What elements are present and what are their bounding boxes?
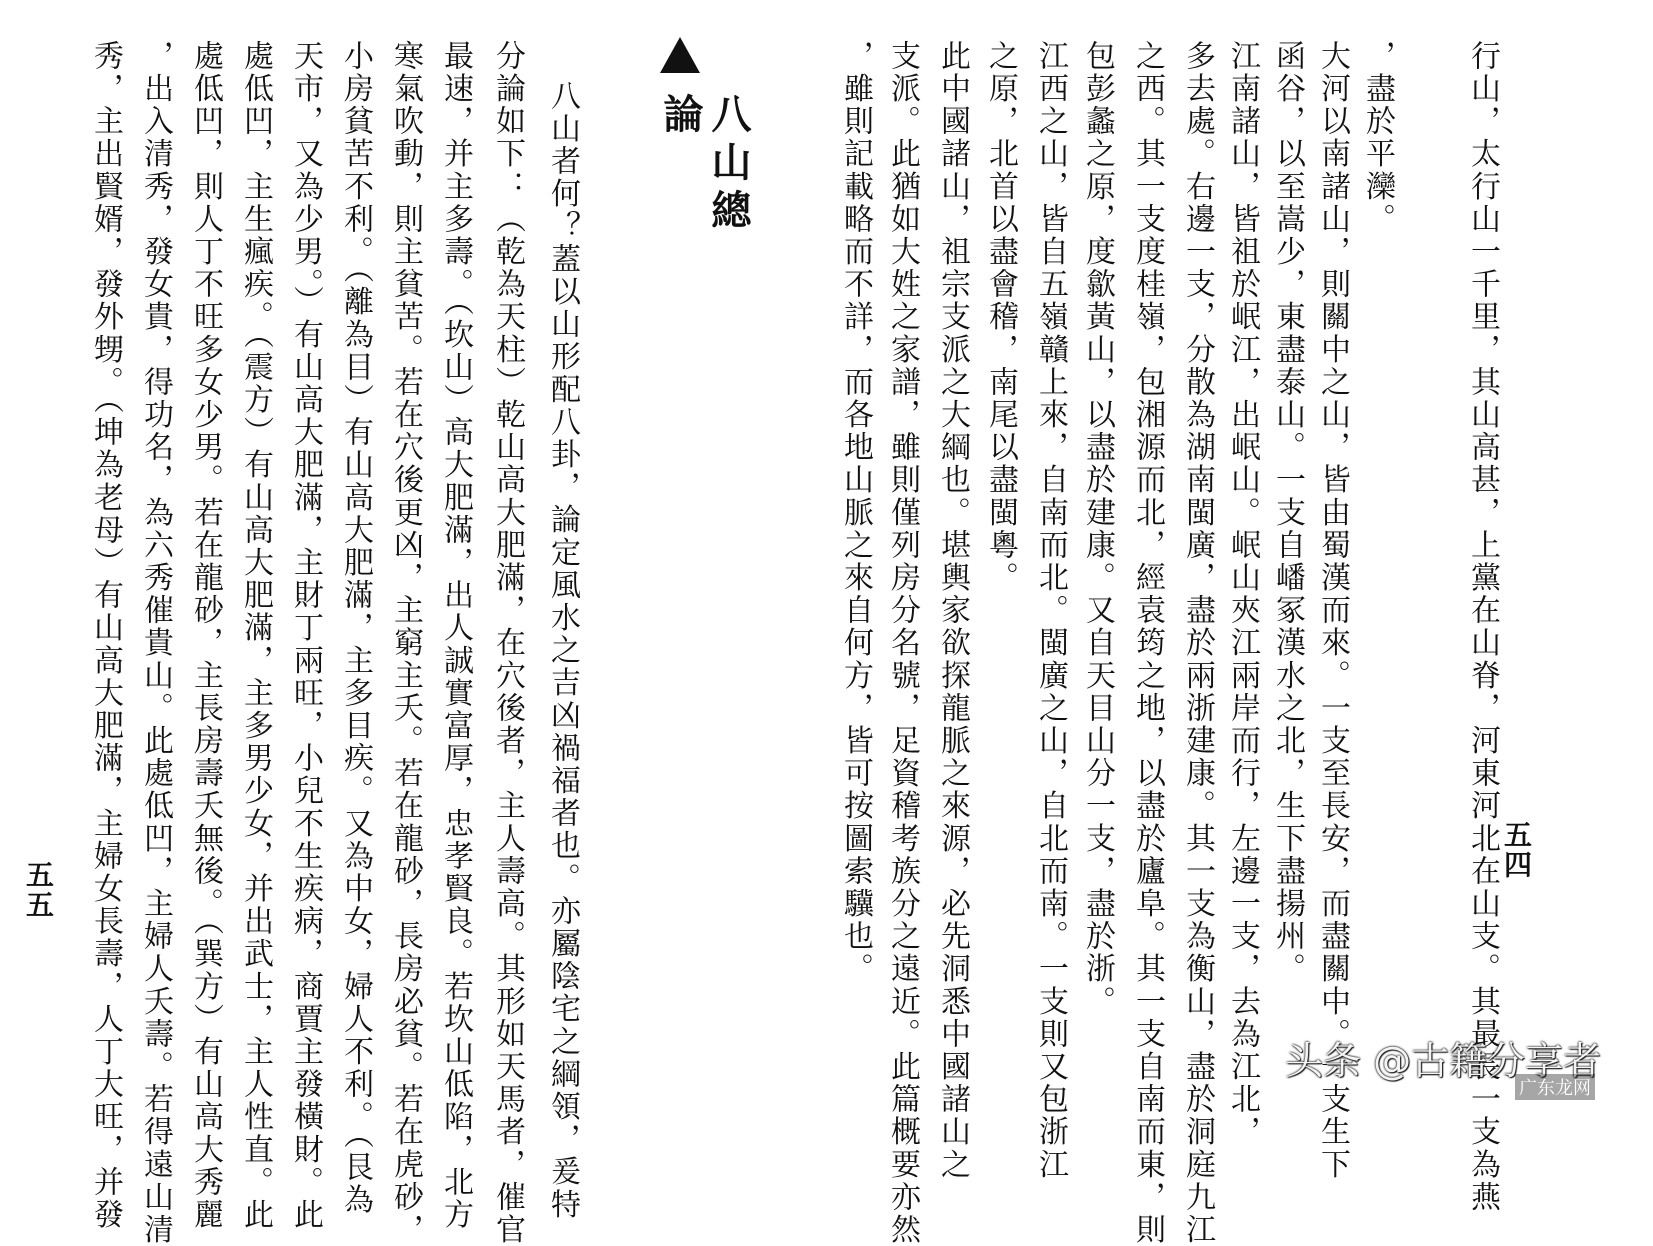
watermark: 头条 @古籍分享者 [1285,1039,1602,1083]
text-column: 分論如下：（乾為天柱）乾山高大肥滿，在穴後者，主人壽高。其形如天馬者，催官 [490,40,525,1246]
text-column: 多去處。右邊一支，分散為湖南閩廣，盡於兩浙建康。其一支為衡山，盡於洞庭九江 [1180,40,1215,1246]
text-column: 包彭蠡之原，度歙黃山，以盡於建康。又自天目山分一支，盡於浙。 [1080,40,1115,1018]
page-number: 五四 [1500,820,1533,880]
text-column: 之西。其一支度桂嶺，包湘源而北，經袁筠之地，以盡於廬阜。其一支自南而東，則 [1130,40,1165,1246]
text-column: 天市，又為少男。）有山高大肥滿，主財丁兩旺，小兒不生疾病，商賈主發橫財。此 [288,40,323,1232]
text-column: 處低凹，主生瘋疾。（震方）有山高大肥滿，主多男少女，并出武士，主人性直。此 [238,40,273,1232]
text-column: ，雖則記載略而不詳，而各地山脈之來自何方，皆可按圖索驥也。 [838,40,873,986]
triangle-marker-icon [658,35,702,75]
text-column: 江西之山，皆自五嶺贛上來，自南而北。閩廣之山，自北而南。一支則又包浙江 [1033,40,1068,1181]
watermark-site: 广东龙网 [1515,1074,1595,1100]
text-column: 秀，主出賢婿，發外甥。（坤為老母）有山高大肥滿，主婦女長壽，人丁大旺，并發 [88,40,123,1232]
text-column: 八山者何？蓋以山形配八卦，論定風水之吉凶禍福者也。亦屬陰宅之綱領，爰特 [545,80,580,1221]
text-column: 函谷，以至嵩少，東盡泰山。一支自嶓冢漢水之北，生下盡揚州。 [1270,40,1305,986]
text-column: 此中國諸山，祖宗支派之大綱也。堪輿家欲探龍脈之來源，必先洞悉中國諸山之 [935,40,970,1181]
section-title [650,35,752,265]
text-column: 處低凹，則人丁不旺多女少男。若在龍砂，主長房壽夭無後。（巽方）有山高大秀麗 [188,40,223,1232]
text-column: 最速，并主多壽。（坎山）高大肥滿，出人誠實富厚，忠孝賢良。若坎山低陷，北方 [438,40,473,1232]
text-column: 大河以南諸山，則關中之山，皆由蜀漢而來。一支至長安，而盡關中。一支生下 [1315,40,1350,1181]
text-column: 寒氣吹動，則主貧苦。若在穴後更凶，主窮主夭。若在龍砂，長房必貧。若在虎砂， [388,40,423,1246]
text-column: 小房貧苦不利。（離為目）有山高大肥滿，主多目疾。又為中女，婦人不利。（艮為 [338,40,373,1217]
text-column: 行山，太行山一千里，其山高甚，上黨在山脊，河東河北在山支。其最長一支為燕 [1465,40,1500,1214]
text-column: ，盡於平灤。 [1360,40,1395,236]
text-column: 支派。此猶如大姓之家譜，雖則僅列房分名號，足資稽考族分之遠近。此篇概要亦然 [885,40,920,1246]
title-text: 八山總論 [657,93,752,237]
text-column: 之原，北首以盡會稽，南尾以盡閩粵。 [983,40,1018,595]
text-column: ，出入清秀，發女貴，得功名，為六秀催貴山。此處低凹，主婦人夭壽。若得遠山清 [138,40,173,1246]
page-number: 五五 [22,860,55,920]
text-column: 江南諸山，皆祖於岷江，出岷山。岷山夾江兩岸而行，左邊一支，去為江北， [1225,40,1260,1149]
